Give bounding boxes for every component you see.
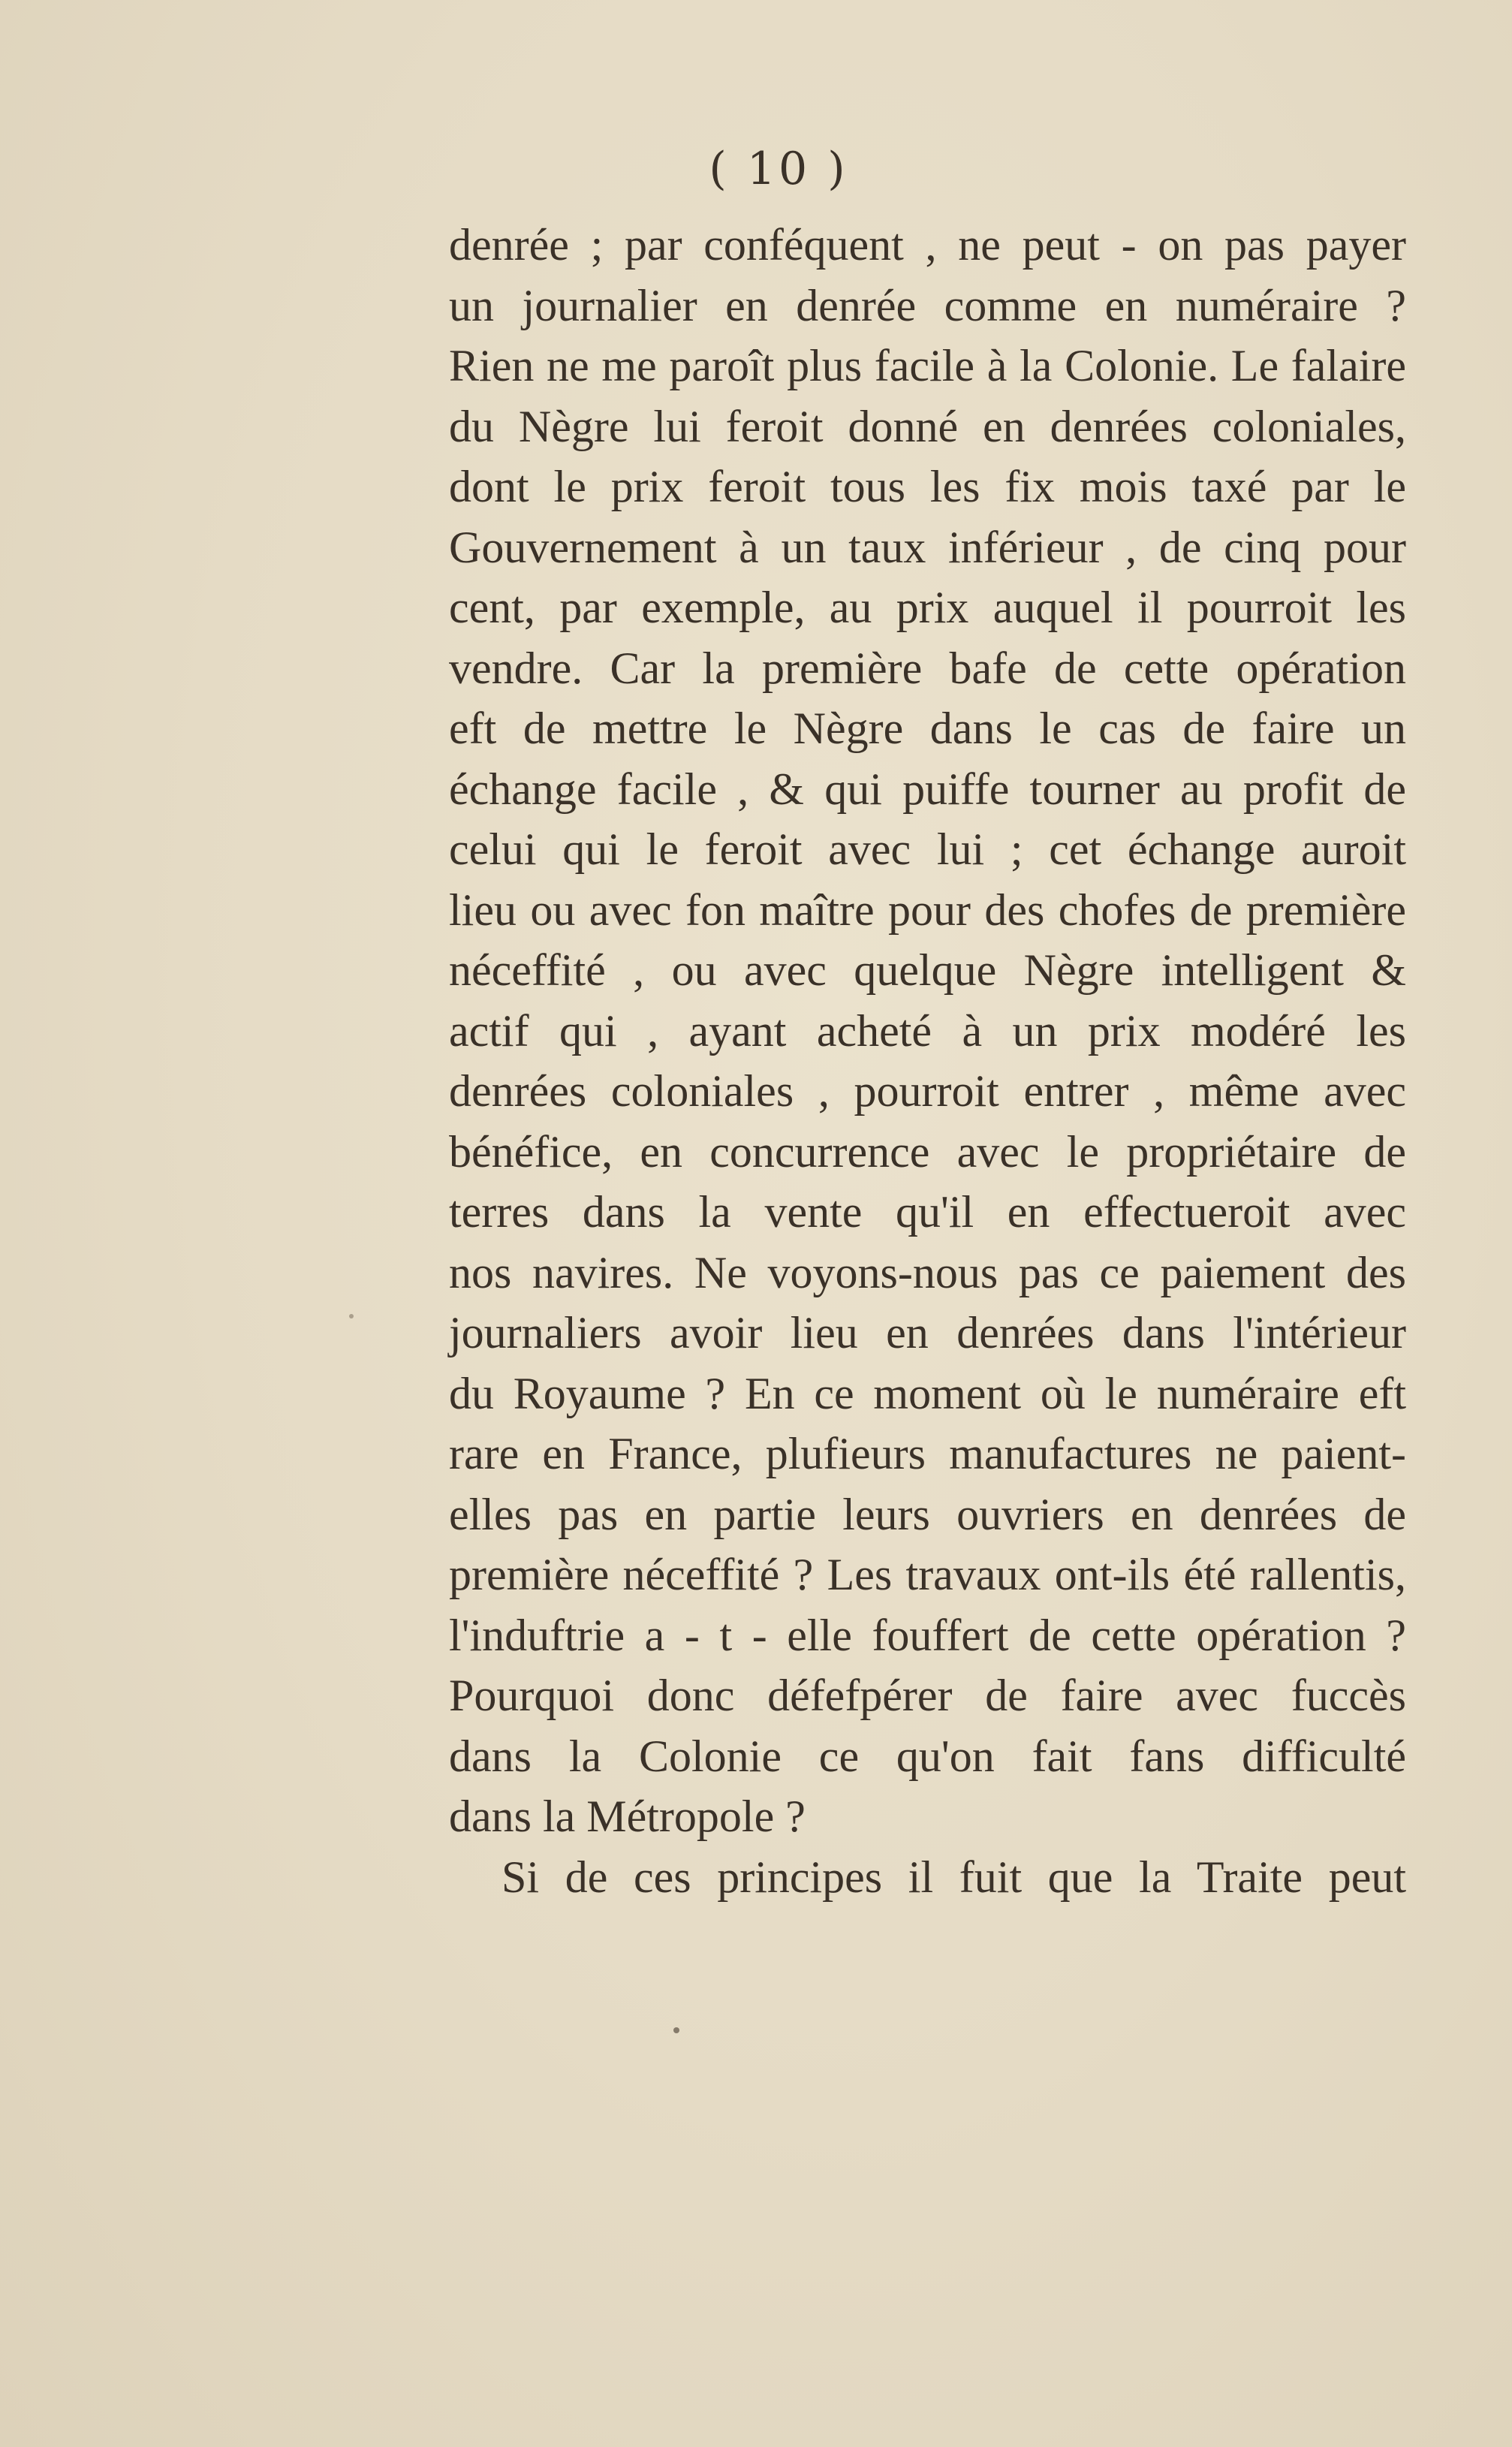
text-line: Rien ne me paroît plus facile à la Colonie. Le falaire bbox=[449, 341, 1406, 390]
text-line: eft de mettre le Nègre dans le cas de faire un bbox=[449, 704, 1406, 753]
paragraph-start-line: Si de ces principes il fuit que la Traite peut bbox=[501, 1852, 1406, 1902]
paper-spot bbox=[349, 1314, 354, 1318]
page-number: ( 10 ) bbox=[709, 143, 848, 195]
text-line: actif qui , ayant acheté à un prix modéré les bbox=[449, 1005, 1406, 1056]
text-line: vendre. Car la première bafe de cette opération bbox=[449, 643, 1406, 693]
text-line: bénéfice, en concurrence avec le propriétaire de bbox=[449, 1126, 1406, 1177]
paragraph-end-line: dans la Métropole ? bbox=[449, 1792, 806, 1841]
text-line: journaliers avoir lieu en denrées dans l'intérieur bbox=[449, 1308, 1406, 1358]
text-line: Gouvernement à un taux inférieur , de cinq pour bbox=[449, 522, 1406, 572]
text-line: lieu ou avec fon maître pour des chofes de première bbox=[449, 884, 1406, 935]
text-line: rare en France, plufieurs manufactures ne paient- bbox=[449, 1429, 1406, 1478]
text-line: première néceffité ? Les travaux ont-ils été rallentis, bbox=[449, 1550, 1406, 1599]
text-line: celui qui le feroit avec lui ; cet échange auroit bbox=[449, 824, 1406, 874]
text-line: nos navires. Ne voyons-nous pas ce paiement des bbox=[449, 1247, 1406, 1297]
text-line: dans la Colonie ce qu'on fait fans difficulté bbox=[449, 1731, 1406, 1781]
text-line: terres dans la vente qu'il en effectueroit avec bbox=[449, 1187, 1406, 1237]
text-line: du Nègre lui feroit donné en denrées coloniales, bbox=[449, 401, 1406, 451]
text-line: l'induftrie a - t - elle fouffert de cette opération ? bbox=[449, 1610, 1406, 1660]
paper-spot bbox=[673, 2027, 679, 2033]
text-line: elles pas en partie leurs ouvriers en denrées de bbox=[449, 1489, 1406, 1539]
body-text bbox=[449, 215, 1406, 1907]
text-line: un journalier en denrée comme en numéraire ? bbox=[449, 280, 1406, 330]
text-line: denrées coloniales , pourroit entrer , même avec bbox=[449, 1066, 1406, 1116]
text-line: du Royaume ? En ce moment où le numéraire eft bbox=[449, 1368, 1406, 1418]
text-line: Pourquoi donc défefpérer de faire avec fuccès bbox=[449, 1671, 1406, 1720]
text-line: denrée ; par conféquent , ne peut - on pas payer bbox=[449, 220, 1406, 270]
text-line: néceffité , ou avec quelque Nègre intelligent & bbox=[449, 945, 1406, 995]
text-line: cent, par exemple, au prix auquel il pourroit les bbox=[449, 583, 1406, 632]
text-line: échange facile , & qui puiffe tourner au profit de bbox=[449, 764, 1406, 814]
text-line: dont le prix feroit tous les fix mois taxé par le bbox=[449, 462, 1406, 511]
